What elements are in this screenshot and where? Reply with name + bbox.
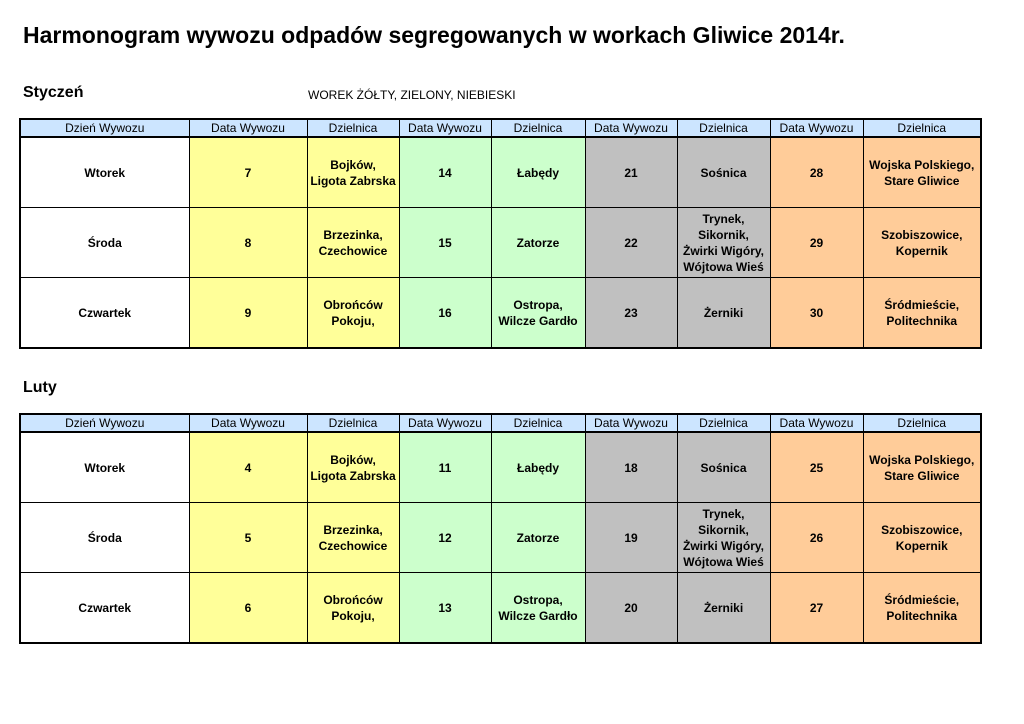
district-cell: Wojska Polskiego, Stare Gliwice — [863, 432, 981, 503]
district-cell: Trynek, Sikornik, Żwirki Wigóry, Wójtowa Wieś — [677, 503, 770, 573]
date-cell: 22 — [585, 208, 677, 278]
day-cell: Środa — [20, 503, 189, 573]
date-cell: 29 — [770, 208, 863, 278]
header-district: Dzielnica — [677, 414, 770, 432]
month-title-january: Styczeń — [23, 84, 84, 101]
table-header-row — [20, 414, 981, 432]
table-row — [20, 432, 981, 503]
date-cell: 8 — [189, 208, 307, 278]
date-cell: 12 — [399, 503, 491, 573]
month-title-february: Luty — [23, 379, 57, 396]
day-cell: Czwartek — [20, 278, 189, 349]
date-cell: 23 — [585, 278, 677, 349]
date-cell: 4 — [189, 432, 307, 503]
page-title: Harmonogram wywozu odpadów segregowanych w workach Gliwice 2014r. — [23, 22, 845, 48]
district-cell: Bojków, Ligota Zabrska — [307, 137, 399, 208]
header-district: Dzielnica — [491, 119, 585, 137]
date-cell: 11 — [399, 432, 491, 503]
header-district: Dzielnica — [677, 119, 770, 137]
header-day: Dzień Wywozu — [20, 119, 189, 137]
table-row — [20, 573, 981, 644]
district-cell: Trynek, Sikornik, Żwirki Wigóry, Wójtowa Wieś — [677, 208, 770, 278]
district-cell: Żerniki — [677, 278, 770, 349]
header-date: Data Wywozu — [189, 119, 307, 137]
district-cell: Śródmieście, Politechnika — [863, 278, 981, 349]
date-cell: 18 — [585, 432, 677, 503]
district-cell: Żerniki — [677, 573, 770, 644]
day-cell: Wtorek — [20, 432, 189, 503]
date-cell: 27 — [770, 573, 863, 644]
date-cell: 25 — [770, 432, 863, 503]
date-cell: 26 — [770, 503, 863, 573]
district-cell: Brzezinka, Czechowice — [307, 503, 399, 573]
header-district: Dzielnica — [491, 414, 585, 432]
date-cell: 15 — [399, 208, 491, 278]
schedule-table-january — [19, 118, 982, 349]
table-row — [20, 503, 981, 573]
header-day: Dzień Wywozu — [20, 414, 189, 432]
district-cell: Ostropa, Wilcze Gardło — [491, 278, 585, 349]
date-cell: 16 — [399, 278, 491, 349]
district-cell: Szobiszowice, Kopernik — [863, 208, 981, 278]
bag-types-subtitle: WOREK ŻÓŁTY, ZIELONY, NIEBIESKI — [308, 88, 516, 102]
date-cell: 6 — [189, 573, 307, 644]
date-cell: 20 — [585, 573, 677, 644]
table-row — [20, 278, 981, 349]
table-header-row — [20, 119, 981, 137]
date-cell: 14 — [399, 137, 491, 208]
schedule-table-february — [19, 413, 982, 644]
header-district: Dzielnica — [863, 414, 981, 432]
date-cell: 19 — [585, 503, 677, 573]
header-date: Data Wywozu — [189, 414, 307, 432]
day-cell: Czwartek — [20, 573, 189, 644]
date-cell: 21 — [585, 137, 677, 208]
header-date: Data Wywozu — [770, 414, 863, 432]
district-cell: Sośnica — [677, 432, 770, 503]
header-district: Dzielnica — [307, 414, 399, 432]
header-date: Data Wywozu — [585, 414, 677, 432]
district-cell: Obrońców Pokoju, — [307, 573, 399, 644]
table-row — [20, 137, 981, 208]
district-cell: Wojska Polskiego, Stare Gliwice — [863, 137, 981, 208]
district-cell: Bojków, Ligota Zabrska — [307, 432, 399, 503]
date-cell: 7 — [189, 137, 307, 208]
header-date: Data Wywozu — [770, 119, 863, 137]
district-cell: Szobiszowice, Kopernik — [863, 503, 981, 573]
day-cell: Wtorek — [20, 137, 189, 208]
district-cell: Zatorze — [491, 208, 585, 278]
header-district: Dzielnica — [307, 119, 399, 137]
header-date: Data Wywozu — [585, 119, 677, 137]
date-cell: 13 — [399, 573, 491, 644]
district-cell: Łabędy — [491, 137, 585, 208]
header-district: Dzielnica — [863, 119, 981, 137]
district-cell: Sośnica — [677, 137, 770, 208]
district-cell: Zatorze — [491, 503, 585, 573]
date-cell: 30 — [770, 278, 863, 349]
district-cell: Brzezinka, Czechowice — [307, 208, 399, 278]
header-date: Data Wywozu — [399, 119, 491, 137]
date-cell: 28 — [770, 137, 863, 208]
district-cell: Ostropa, Wilcze Gardło — [491, 573, 585, 644]
district-cell: Obrońców Pokoju, — [307, 278, 399, 349]
district-cell: Łabędy — [491, 432, 585, 503]
district-cell: Śródmieście, Politechnika — [863, 573, 981, 644]
header-date: Data Wywozu — [399, 414, 491, 432]
date-cell: 9 — [189, 278, 307, 349]
date-cell: 5 — [189, 503, 307, 573]
table-row — [20, 208, 981, 278]
day-cell: Środa — [20, 208, 189, 278]
